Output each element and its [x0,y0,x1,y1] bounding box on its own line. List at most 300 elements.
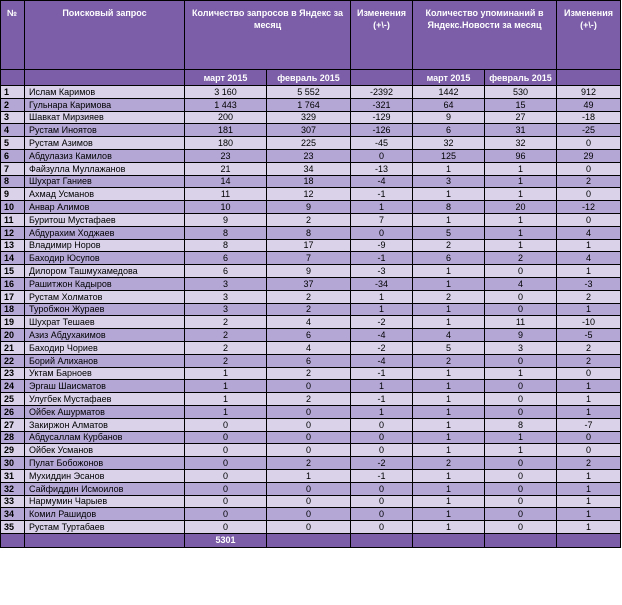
row-news-change: 912 [557,86,621,99]
row-news-change: -25 [557,124,621,137]
row-query: Улугбек Мустафаев [25,393,185,406]
row-news-march: 1 [413,508,485,521]
row-news-february: 4 [485,277,557,290]
row-news-change: 1 [557,482,621,495]
table-row [1,380,621,393]
row-query: Пулат Бобожонов [25,457,185,470]
table-row [1,469,621,482]
row-yandex-change: 1 [351,290,413,303]
row-yandex-march: 0 [185,444,267,457]
row-yandex-february: 4 [267,341,351,354]
row-yandex-march: 3 160 [185,86,267,99]
row-yandex-february: 2 [267,303,351,316]
row-number: 13 [1,239,25,252]
row-number: 12 [1,226,25,239]
row-query: Рашитжон Кадыров [25,277,185,290]
row-number: 23 [1,367,25,380]
row-news-change: 1 [557,265,621,278]
row-yandex-change: -45 [351,137,413,150]
row-news-change: 1 [557,495,621,508]
row-news-march: 1 [413,405,485,418]
row-news-change: -10 [557,316,621,329]
row-number: 5 [1,137,25,150]
row-news-february: 0 [485,393,557,406]
row-query: Шухрат Тешаев [25,316,185,329]
row-number: 15 [1,265,25,278]
row-number: 29 [1,444,25,457]
row-news-february: 1 [485,239,557,252]
row-yandex-change: 0 [351,431,413,444]
row-yandex-change: -1 [351,367,413,380]
row-yandex-march: 23 [185,149,267,162]
row-yandex-march: 181 [185,124,267,137]
row-news-february: 96 [485,149,557,162]
row-yandex-change: 0 [351,149,413,162]
row-news-march: 64 [413,98,485,111]
row-news-change: 0 [557,162,621,175]
total-empty [485,533,557,547]
row-number: 30 [1,457,25,470]
row-number: 16 [1,277,25,290]
row-yandex-february: 23 [267,149,351,162]
row-news-february: 20 [485,201,557,214]
row-news-march: 1 [413,316,485,329]
row-yandex-february: 0 [267,431,351,444]
row-yandex-february: 12 [267,188,351,201]
row-number: 24 [1,380,25,393]
row-news-change: 1 [557,469,621,482]
row-number: 34 [1,508,25,521]
row-number: 2 [1,98,25,111]
row-yandex-february: 307 [267,124,351,137]
row-news-march: 1 [413,213,485,226]
header-change-yandex: Изменения (+\-) [351,1,413,70]
row-query: Сайфиддин Исмоилов [25,482,185,495]
row-yandex-march: 0 [185,521,267,534]
row-yandex-march: 1 [185,380,267,393]
row-query: Комил Рашидов [25,508,185,521]
row-news-february: 15 [485,98,557,111]
row-news-february: 1 [485,213,557,226]
row-yandex-march: 3 [185,303,267,316]
row-yandex-february: 0 [267,521,351,534]
table-row [1,124,621,137]
row-yandex-change: -4 [351,354,413,367]
table-row [1,431,621,444]
row-news-change: -3 [557,277,621,290]
row-news-march: 1 [413,521,485,534]
row-number: 21 [1,341,25,354]
row-yandex-change: 0 [351,521,413,534]
table-row [1,367,621,380]
row-yandex-change: -321 [351,98,413,111]
row-news-march: 1 [413,482,485,495]
row-news-march: 1 [413,265,485,278]
row-query: Туробжон Жураев [25,303,185,316]
row-query: Закиржон Алматов [25,418,185,431]
row-yandex-march: 0 [185,418,267,431]
row-yandex-march: 1 [185,367,267,380]
row-yandex-change: 1 [351,201,413,214]
row-query: Буритош Мустафаев [25,213,185,226]
row-query: Анвар Алимов [25,201,185,214]
subheader-empty [1,70,25,86]
row-news-change: 4 [557,226,621,239]
row-yandex-change: -3 [351,265,413,278]
row-news-march: 2 [413,354,485,367]
table-row [1,303,621,316]
row-yandex-february: 1 764 [267,98,351,111]
row-news-february: 1 [485,175,557,188]
row-news-february: 1 [485,188,557,201]
row-news-change: 1 [557,405,621,418]
row-query: Дилором Ташмухамедова [25,265,185,278]
row-news-change: 2 [557,341,621,354]
row-yandex-change: 0 [351,418,413,431]
row-query: Рустам Холматов [25,290,185,303]
row-news-february: 0 [485,508,557,521]
row-news-february: 1 [485,367,557,380]
row-yandex-change: -9 [351,239,413,252]
row-yandex-february: 18 [267,175,351,188]
row-yandex-march: 2 [185,316,267,329]
row-query: Абдурахим Ходжаев [25,226,185,239]
row-news-february: 9 [485,329,557,342]
total-row [1,533,621,547]
row-news-change: 0 [557,431,621,444]
header-row [1,1,621,70]
row-yandex-february: 2 [267,367,351,380]
subheader-empty [557,70,621,86]
row-yandex-march: 9 [185,213,267,226]
row-news-march: 1 [413,418,485,431]
row-news-february: 1 [485,226,557,239]
row-yandex-february: 2 [267,290,351,303]
table-row [1,316,621,329]
row-yandex-march: 0 [185,457,267,470]
row-yandex-march: 1 [185,405,267,418]
total-empty [267,533,351,547]
row-number: 27 [1,418,25,431]
row-news-february: 0 [485,457,557,470]
row-yandex-february: 5 552 [267,86,351,99]
row-news-february: 0 [485,380,557,393]
row-yandex-march: 2 [185,329,267,342]
table-row [1,188,621,201]
row-yandex-february: 0 [267,508,351,521]
row-yandex-change: 0 [351,495,413,508]
row-yandex-march: 8 [185,239,267,252]
table-row [1,444,621,457]
row-yandex-march: 200 [185,111,267,124]
row-news-change: 49 [557,98,621,111]
row-news-march: 8 [413,201,485,214]
row-query: Шавкат Мирзияев [25,111,185,124]
row-yandex-march: 6 [185,265,267,278]
row-yandex-february: 0 [267,418,351,431]
row-query: Рустам Туртабаев [25,521,185,534]
row-query: Рустам Иноятов [25,124,185,137]
subheader-february-news: февраль 2015 [485,70,557,86]
row-yandex-change: 1 [351,380,413,393]
row-news-february: 2 [485,252,557,265]
row-query: Баходир Юсупов [25,252,185,265]
row-news-change: -12 [557,201,621,214]
table-row [1,239,621,252]
row-yandex-change: -4 [351,175,413,188]
row-yandex-february: 37 [267,277,351,290]
row-news-february: 0 [485,405,557,418]
row-query: Ойбек Усманов [25,444,185,457]
row-yandex-march: 3 [185,290,267,303]
row-query: Мухиддин Эсанов [25,469,185,482]
table-row [1,137,621,150]
row-yandex-march: 6 [185,252,267,265]
row-news-march: 2 [413,457,485,470]
row-yandex-march: 1 [185,393,267,406]
row-yandex-march: 10 [185,201,267,214]
total-value: 5301 [185,533,267,547]
row-news-march: 4 [413,329,485,342]
table-row [1,149,621,162]
row-yandex-change: 7 [351,213,413,226]
row-yandex-february: 8 [267,226,351,239]
row-number: 32 [1,482,25,495]
row-number: 14 [1,252,25,265]
row-query: Азиз Абдухакимов [25,329,185,342]
subheader-empty [25,70,185,86]
table-row [1,111,621,124]
row-yandex-february: 17 [267,239,351,252]
row-news-march: 1 [413,431,485,444]
row-news-february: 32 [485,137,557,150]
total-empty [557,533,621,547]
row-number: 35 [1,521,25,534]
row-yandex-change: 0 [351,444,413,457]
row-news-change: 1 [557,239,621,252]
subheader-row [1,70,621,86]
row-yandex-february: 7 [267,252,351,265]
row-news-change: 1 [557,393,621,406]
row-news-february: 31 [485,124,557,137]
row-yandex-february: 6 [267,354,351,367]
row-yandex-march: 1 443 [185,98,267,111]
row-yandex-change: -2 [351,341,413,354]
row-news-february: 1 [485,162,557,175]
row-yandex-february: 0 [267,444,351,457]
row-news-february: 1 [485,431,557,444]
row-news-february: 530 [485,86,557,99]
row-yandex-february: 9 [267,201,351,214]
row-query: Шухрат Ганиев [25,175,185,188]
row-number: 11 [1,213,25,226]
row-yandex-march: 21 [185,162,267,175]
row-query: Ислам Каримов [25,86,185,99]
row-news-change: 2 [557,457,621,470]
row-yandex-february: 34 [267,162,351,175]
row-query: Эргаш Шаисматов [25,380,185,393]
row-news-change: -7 [557,418,621,431]
row-news-february: 0 [485,495,557,508]
row-news-change: 0 [557,367,621,380]
row-news-march: 1 [413,303,485,316]
row-news-march: 32 [413,137,485,150]
row-news-march: 9 [413,111,485,124]
row-number: 20 [1,329,25,342]
row-number: 1 [1,86,25,99]
table-row [1,393,621,406]
row-yandex-change: -13 [351,162,413,175]
row-news-march: 125 [413,149,485,162]
row-query: Гульнара Каримова [25,98,185,111]
row-news-change: 2 [557,354,621,367]
row-yandex-march: 0 [185,508,267,521]
row-news-march: 1 [413,162,485,175]
row-yandex-february: 0 [267,405,351,418]
row-yandex-march: 0 [185,495,267,508]
header-yandex-count: Количество запросов в Яндекс за месяц [185,1,351,70]
row-news-february: 0 [485,469,557,482]
row-news-march: 1442 [413,86,485,99]
row-yandex-change: -34 [351,277,413,290]
row-yandex-march: 2 [185,341,267,354]
header-query: Поисковый запрос [25,1,185,70]
table-row [1,508,621,521]
row-yandex-change: 0 [351,482,413,495]
table-row [1,418,621,431]
row-news-february: 1 [485,444,557,457]
row-number: 25 [1,393,25,406]
row-news-february: 11 [485,316,557,329]
row-yandex-february: 1 [267,469,351,482]
table-row [1,162,621,175]
table-row [1,98,621,111]
header-news-count: Количество упоминаний в Яндекс.Новости за месяц [413,1,557,70]
row-yandex-change: -2 [351,457,413,470]
header-num: № [1,1,25,70]
row-news-march: 1 [413,469,485,482]
row-news-change: 1 [557,303,621,316]
row-news-change: 0 [557,188,621,201]
row-news-change: 0 [557,137,621,150]
row-yandex-change: 1 [351,303,413,316]
row-news-march: 1 [413,444,485,457]
table-row [1,354,621,367]
table-row [1,495,621,508]
row-yandex-february: 329 [267,111,351,124]
row-news-march: 6 [413,124,485,137]
row-news-february: 0 [485,290,557,303]
row-number: 18 [1,303,25,316]
row-news-february: 8 [485,418,557,431]
row-yandex-february: 6 [267,329,351,342]
row-news-march: 1 [413,380,485,393]
row-yandex-march: 0 [185,482,267,495]
table-row [1,482,621,495]
subheader-february-yandex: февраль 2015 [267,70,351,86]
row-news-change: 1 [557,380,621,393]
row-yandex-february: 2 [267,393,351,406]
row-query: Абдусаллам Курбанов [25,431,185,444]
row-yandex-february: 4 [267,316,351,329]
row-news-february: 0 [485,521,557,534]
row-yandex-change: -4 [351,329,413,342]
subheader-march-yandex: март 2015 [185,70,267,86]
row-news-february: 0 [485,354,557,367]
row-news-change: 0 [557,213,621,226]
row-yandex-february: 9 [267,265,351,278]
row-news-change: -5 [557,329,621,342]
row-news-change: 29 [557,149,621,162]
table-row [1,405,621,418]
subheader-march-news: март 2015 [413,70,485,86]
row-yandex-march: 3 [185,277,267,290]
row-yandex-march: 2 [185,354,267,367]
table-row [1,175,621,188]
row-query: Файзулла Муллажанов [25,162,185,175]
row-yandex-february: 0 [267,482,351,495]
row-yandex-march: 8 [185,226,267,239]
total-empty [413,533,485,547]
row-news-february: 0 [485,482,557,495]
row-yandex-change: -126 [351,124,413,137]
row-yandex-change: 0 [351,508,413,521]
row-yandex-march: 0 [185,469,267,482]
row-yandex-change: 1 [351,405,413,418]
row-number: 26 [1,405,25,418]
row-number: 33 [1,495,25,508]
row-news-march: 5 [413,226,485,239]
row-number: 28 [1,431,25,444]
row-news-march: 1 [413,277,485,290]
row-number: 10 [1,201,25,214]
row-yandex-february: 2 [267,213,351,226]
row-news-change: -18 [557,111,621,124]
row-number: 4 [1,124,25,137]
row-number: 19 [1,316,25,329]
row-yandex-march: 11 [185,188,267,201]
table-row [1,213,621,226]
row-news-march: 2 [413,290,485,303]
row-news-change: 2 [557,175,621,188]
row-news-march: 1 [413,495,485,508]
row-yandex-march: 180 [185,137,267,150]
row-query: Баходир Чориев [25,341,185,354]
row-yandex-february: 0 [267,380,351,393]
row-yandex-change: -2392 [351,86,413,99]
row-query: Рустам Азимов [25,137,185,150]
row-yandex-change: 0 [351,226,413,239]
row-query: Ойбек Ашурматов [25,405,185,418]
row-query: Уктам Барноев [25,367,185,380]
row-yandex-change: -1 [351,188,413,201]
table-row [1,329,621,342]
total-empty [25,533,185,547]
table-row [1,86,621,99]
row-query: Нармумин Чарыев [25,495,185,508]
row-news-march: 2 [413,239,485,252]
row-number: 17 [1,290,25,303]
row-yandex-change: -2 [351,316,413,329]
row-news-february: 27 [485,111,557,124]
row-news-change: 2 [557,290,621,303]
table-row [1,277,621,290]
row-news-change: 0 [557,444,621,457]
table-row [1,457,621,470]
table-row [1,341,621,354]
row-yandex-march: 14 [185,175,267,188]
row-yandex-change: -1 [351,469,413,482]
